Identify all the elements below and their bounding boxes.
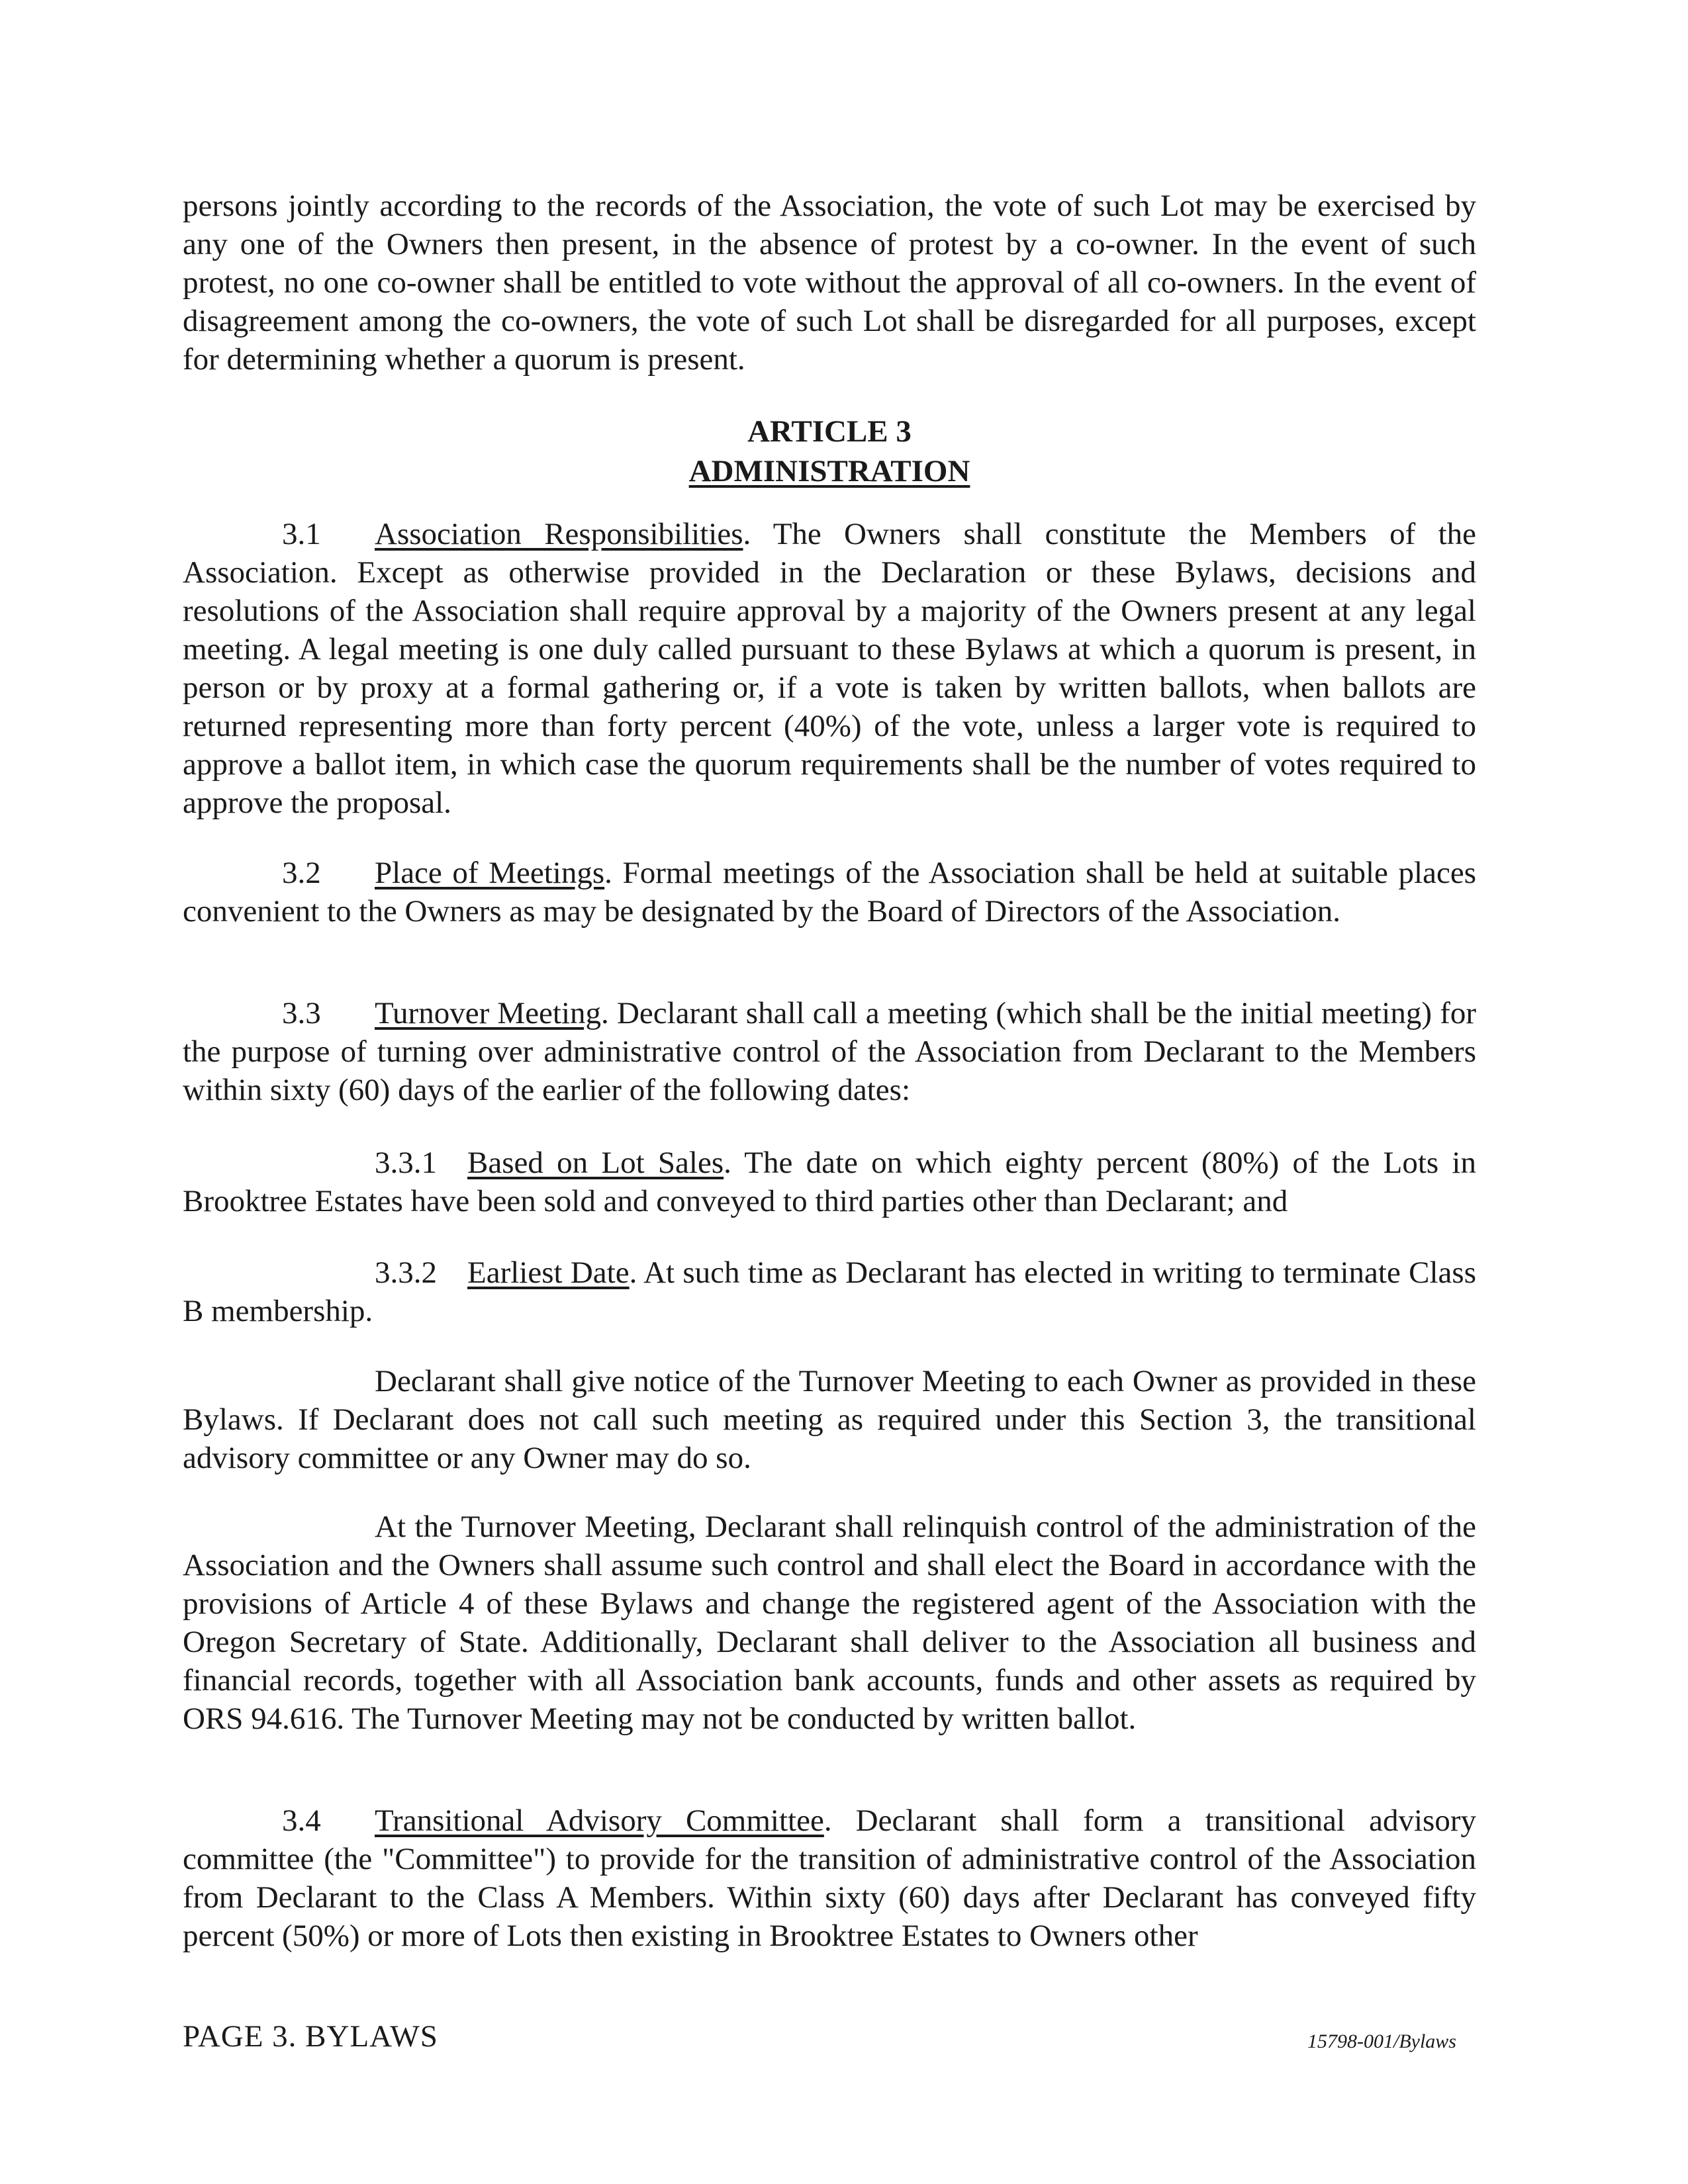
article-title: ADMINISTRATION bbox=[688, 454, 970, 488]
section-3-3-1 bbox=[183, 1144, 1476, 1220]
article-heading bbox=[183, 412, 1476, 491]
footer-doc-id: 15798-001/Bylaws bbox=[1307, 2030, 1456, 2052]
intro-paragraph: persons jointly according to the records of the Association, the vote of such Lot may be exercised by any one of the Owners then present, in the absence of protest by a co-owner. In the event of such protest, no one co-owner shall be entitled to vote without the approval of all co-owners. In the event of disagreement among the co-owners, the vote of such Lot shall be disregarded for all purposes, except for determining whether a quorum is present. bbox=[183, 189, 1476, 377]
turnover-paragraph: At the Turnover Meeting, Declarant shall relinquish control of the administration of the Association and the Owners shall assume such control and shall elect the Board in accordance with the provisions of Article 4 of these Bylaws and change the registered agent of the Association with the Oregon Secretary of State. Additionally, Declarant shall deliver to the Association all business and financial records, together with all Association bank accounts, funds and other assets as required by ORS 94.616. The Turnover Meeting may not be conducted by written ballot. bbox=[183, 1510, 1476, 1736]
footer-page-label: PAGE 3. BYLAWS bbox=[183, 2019, 438, 2054]
section-text: . Declarant shall call a meeting (which shall be the initial meeting) for the purpose of turning over administrative control of the Association from Declarant to the Members within sixty (60) days of the earlier of the following dates: bbox=[183, 996, 1476, 1107]
section-number: 3.3.2 bbox=[375, 1255, 437, 1290]
article-number: ARTICLE 3 bbox=[747, 414, 912, 449]
section-3-1 bbox=[183, 515, 1476, 822]
section-3-3 bbox=[183, 994, 1476, 1109]
section-text: . At such time as Declarant has elected in writing to terminate Class B membership. bbox=[183, 1255, 1476, 1328]
section-title: Turnover Meeting bbox=[375, 996, 602, 1030]
section-3-4 bbox=[183, 1801, 1476, 1955]
section-number: 3.3.1 bbox=[375, 1146, 437, 1180]
section-3-3-2 bbox=[183, 1253, 1476, 1330]
notice-paragraph: Declarant shall give notice of the Turnover Meeting to each Owner as provided in these Bylaws. If Declarant does not call such meeting as required under this Section 3, the transitional advisory committee or any Owner may do so. bbox=[183, 1364, 1476, 1475]
section-3-2 bbox=[183, 854, 1476, 931]
section-title: Association Responsibilities bbox=[375, 517, 743, 551]
section-text: . Formal meetings of the Association shall be held at suitable places convenient to the Owners as may be designated by the Board of Directors of the Association. bbox=[183, 856, 1476, 929]
section-title: Earliest Date bbox=[467, 1255, 630, 1290]
section-title: Based on Lot Sales bbox=[467, 1146, 724, 1180]
section-text: . Declarant shall form a transitional advisory committee (the "Committee") to provide for the transition of administrative control of the Association from Declarant to the Class A Members. Within sixty (60) days after Declarant has conveyed fifty percent (50%) or more of Lots then existing in Brooktree Estates to Owners other bbox=[183, 1803, 1476, 1953]
section-title: Transitional Advisory Committee bbox=[375, 1803, 824, 1838]
section-number: 3.2 bbox=[282, 856, 321, 890]
section-title: Place of Meetings bbox=[375, 856, 605, 890]
section-number: 3.4 bbox=[282, 1803, 321, 1838]
section-number: 3.3 bbox=[282, 996, 321, 1030]
section-number: 3.1 bbox=[282, 517, 321, 551]
section-text: . The Owners shall constitute the Members of the Association. Except as otherwise provided in the Declaration or these Bylaws, decisions and resolutions of the Association shall require approval by a majority of the Owners present at any legal meeting. A legal meeting is one duly called pursuant to these Bylaws at which a quorum is present, in person or by proxy at a formal gathering or, if a vote is taken by written ballots, when ballots are returned representing more than forty percent (40%) of the vote, unless a larger vote is required to approve a ballot item, in which case the quorum requirements shall be the number of votes required to approve the proposal. bbox=[183, 517, 1476, 820]
section-text: . The date on which eighty percent (80%) of the Lots in Brooktree Estates have been sold and conveyed to third parties other than Declarant; and bbox=[183, 1146, 1476, 1218]
